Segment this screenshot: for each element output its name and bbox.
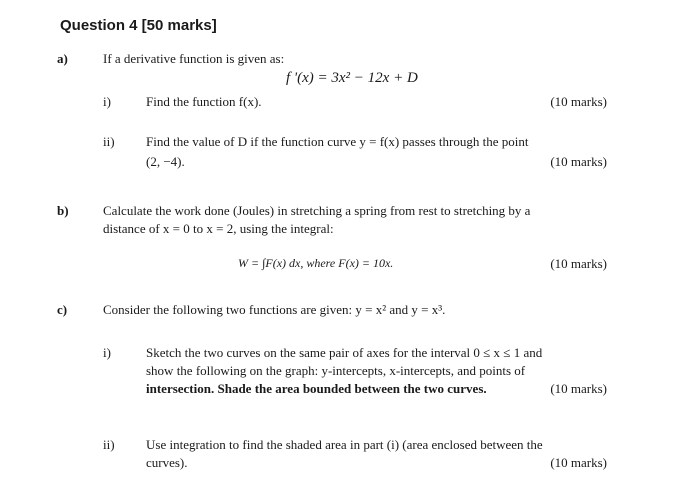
part-a-i-label: i) [103,94,111,109]
part-c-ii-label: ii) [103,437,115,452]
part-a-ii-text-line1: Find the value of D if the function curve y = f(x) passes through the point [146,134,529,149]
part-b-text-line2: distance of x = 0 to x = 2, using the integral: [103,221,334,236]
part-a-equation: f '(x) = 3x² − 12x + D [286,70,418,86]
part-a-i-marks: (10 marks) [550,94,607,109]
part-b-text-line1: Calculate the work done (Joules) in stretching a spring from rest to stretching by a [103,203,531,218]
part-c-ii-marks: (10 marks) [550,455,607,470]
part-b-label: b) [57,203,69,218]
part-c-ii-text-line1: Use integration to find the shaded area in part (i) (area enclosed between the [146,437,543,452]
part-a-label: a) [57,51,68,66]
part-c-i-text-line2: show the following on the graph: y-intercepts, x-intercepts, and points of [146,363,526,378]
part-c-i-marks: (10 marks) [550,381,607,396]
part-b-marks: (10 marks) [550,256,607,271]
part-a-intro: If a derivative function is given as: [103,51,285,66]
part-a-ii-label: ii) [103,134,115,149]
part-a-ii-marks: (10 marks) [550,154,607,169]
part-c-label: c) [57,302,68,317]
part-a-i-text: Find the function f(x). [146,94,262,109]
part-b-equation: W = ∫F(x) dx, where F(x) = 10x. [238,256,394,270]
part-c-intro: Consider the following two functions are given: y = x² and y = x³. [103,302,446,317]
part-c-ii-text-line2: curves). [146,455,188,470]
part-a-ii-text-line2: (2, −4). [146,154,185,169]
question-title: Question 4 [50 marks] [60,17,217,34]
part-c-i-text-line3: intersection. Shade the area bounded between the two curves. [146,381,487,396]
part-c-i-label: i) [103,345,111,360]
part-c-i-text-line1: Sketch the two curves on the same pair of axes for the interval 0 ≤ x ≤ 1 and [146,345,543,360]
